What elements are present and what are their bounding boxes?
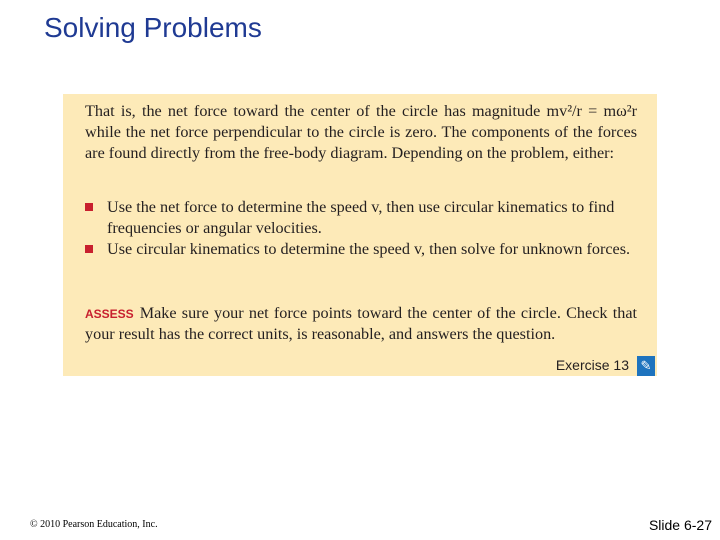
bullet-item <box>85 239 637 260</box>
slide-title: Solving Problems <box>44 12 262 43</box>
pencil-icon: ✎ <box>637 356 655 376</box>
bullet-item <box>85 197 637 239</box>
strategy-box <box>63 94 657 376</box>
bullet-text: Use the net force to determine the speed v, then use circular kinematics to find frequencies or angular velocities. <box>107 198 615 238</box>
intro-text: That is, the net force toward the center of the circle has magnitude mv²/r = mω²r while the net force perpendicular to the circle is zero. The components of the forces are found directly from the free-body diagram. Depending on the problem, either: <box>85 102 637 163</box>
bullet-text: Use circular kinematics to determine the speed v, then solve for unknown forces. <box>107 240 631 258</box>
assess-label: ASSESS <box>85 307 134 321</box>
slide-number: Slide 6-27 <box>648 517 712 533</box>
exercise-reference: Exercise 13 <box>555 357 629 373</box>
bullet-square-icon <box>85 245 93 253</box>
bullet-square-icon <box>85 203 93 211</box>
assess-text: Make sure your net force points toward the center of the circle. Check that your result has the correct units, is reasonable, and answers the question. <box>85 304 637 344</box>
assess-paragraph <box>85 303 637 345</box>
copyright: © 2010 Pearson Education, Inc. <box>30 519 158 530</box>
